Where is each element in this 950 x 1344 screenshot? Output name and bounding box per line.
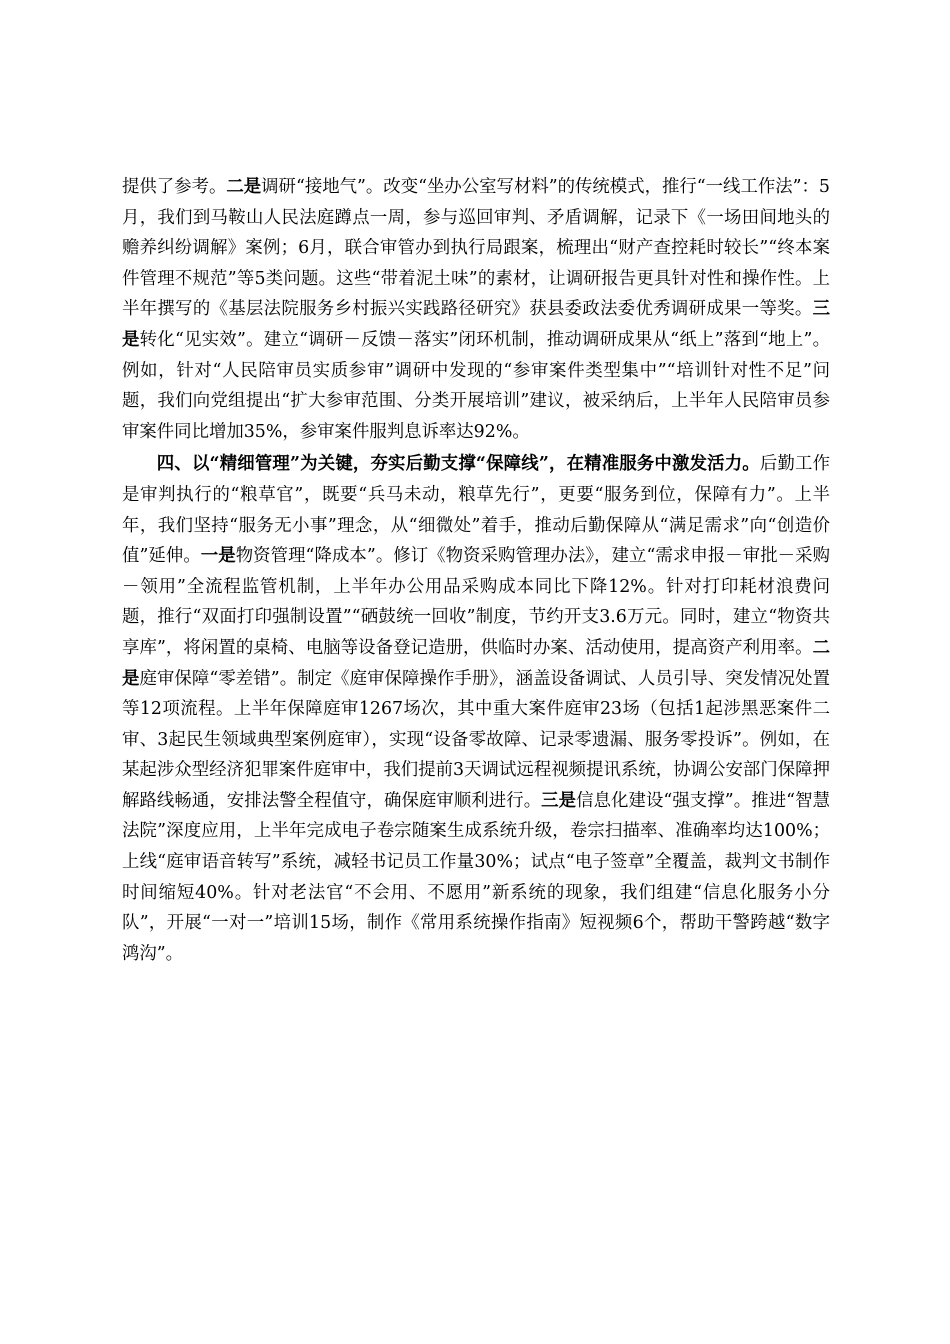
text-run-bold: 三是 xyxy=(122,299,830,350)
text-run-bold: 二是 xyxy=(226,177,262,197)
text-run-bold: 二是 xyxy=(122,637,830,689)
document-page xyxy=(122,172,830,969)
text-run: 转化“见实效”。建立“调研－反馈－落实”闭环机制，推动调研成果从“纸上”落到“地上”。例如，针对“人民陪审员实质参审”调研中发现的“参审案件类型集中”“培训针对性不足”问题，我们向党组提出“扩大参审范围、分类开展培训”建议，被采纳后，上半年人民陪审员参审案件同比增加35%，参审案件服判息诉率达92%。 xyxy=(122,329,830,442)
text-run: 提供了参考。 xyxy=(122,177,227,197)
text-run-bold: 一是 xyxy=(200,546,236,567)
text-run: 庭审保障“零差错”。制定《庭审保障操作手册》，涵盖设备调试、人员引导、突发情况处置等12项流程。上半年保障庭审1267场次，其中重大案件庭审23场（包括1起涉黑恶案件二审、3起民生领域典型案例庭审），实现“设备零故障、记录零遗漏、服务零投诉”。例如，在某起涉众型经济犯罪案件庭审中，我们提前3天调试远程视频提讯系统，协调公安部门保障押解路线畅通，安排法警全程值守，确保庭审顺利进行。 xyxy=(122,668,830,811)
paragraph-section-four xyxy=(122,449,830,969)
text-run: 信息化建设“强支撑”。推进“智慧法院”深度应用，上半年完成电子卷宗随案生成系统升级，卷宗扫描率、准确率均达100%；上线“庭审语音转写”系统，减轻书记员工作量30%；试点“电子签章”全覆盖，裁判文书制作时间缩短40%。针对老法官“不会用、不愿用”新系统的现象，我们组建“信息化服务小分队”，开展“一对一”培训15场，制作《常用系统操作指南》短视频6个，帮助干警跨越“数字鸿沟”。 xyxy=(122,790,830,964)
text-run: 调研“接地气”。改变“坐办公室写材料”的传统模式，推行“一线工作法”：5月，我们到马鞍山人民法庭蹲点一周，参与巡回审判、矛盾调解，记录下《一场田间地头的赡养纠纷调解》案例；6月，联合审管办到执行局跟案，梳理出“财产查控耗时较长”“终本案件管理不规范”等5类问题。这些“带着泥土味”的素材，让调研报告更具针对性和操作性。上半年撰写的《基层法院服务乡村振兴实践路径研究》获县委政法委优秀调研成果一等奖。 xyxy=(122,177,830,320)
text-run-bold: 三是 xyxy=(541,790,577,811)
text-run: 物资管理“降成本”。修订《物资采购管理办法》，建立“需求申报－审批－采购－领用”全流程监管机制，上半年办公用品采购成本同比下降12%。针对打印耗材浪费问题，推行“双面打印强制设置”“硒鼓统一回收”制度，节约开支3.6万元。同时，建立“物资共享库”，将闲置的桌椅、电脑等设备登记造册，供临时办案、活动使用，提高资产利用率。 xyxy=(122,546,830,658)
section-heading: 四、以“精细管理”为关键，夯实后勤支撑“保障线”，在精准服务中激发活力。 xyxy=(156,454,760,475)
text-run: 后勤工作是审判执行的“粮草官”，既要“兵马未动，粮草先行”，更要“服务到位，保障有力”。上半年，我们坚持“服务无小事”理念，从“细微处”着手，推动后勤保障从“满足需求”向“创造价值”延伸。 xyxy=(122,454,830,567)
paragraph-research-continued xyxy=(122,172,830,447)
